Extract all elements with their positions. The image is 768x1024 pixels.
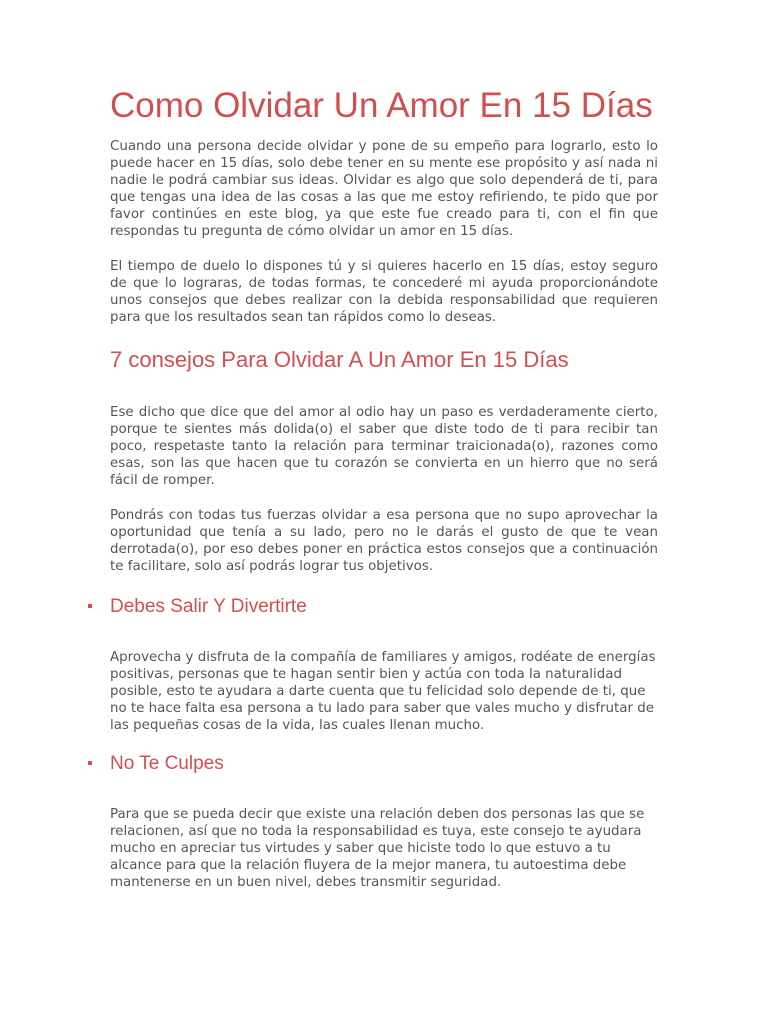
document-page bbox=[110, 86, 658, 891]
tip-heading-1-text: Debes Salir Y Divertirte bbox=[110, 596, 307, 617]
tip-heading-2-text: No Te Culpes bbox=[110, 753, 224, 774]
section-paragraph-1: Ese dicho que dice que del amor al odio hay un paso es verdaderamente cierto, porque te sientes más dolida(o) el saber que diste todo de ti para recibir tan poco, respetaste tanto la relación para terminar traicionada(o), razones como esas, son las que hacen que tu corazón se convierta en un hierro que no será fácil de romper. bbox=[110, 405, 658, 488]
section-paragraph-2: Pondrás con todas tus fuerzas olvidar a esa persona que no supo aprovechar la oportunidad que tenía a su lado, pero no le darás el gusto de que te vean derrotada(o), por eso debes poner en práctica estos consejos que a continuación te facilitare, solo así podrás lograr tus objetivos. bbox=[110, 508, 658, 574]
tip-paragraph-2: Para que se pueda decir que existe una relación deben dos personas las que se relacionen, así que no toda la responsabilidad es tuya, este consejo te ayudara mucho en apreciar tus virtudes y saber que hiciste todo lo que estuvo a tu alcance para que la relación fluyera de la mejor manera, tu autoestima debe mantenerse en un buen nivel, debes transmitir seguridad. bbox=[110, 807, 645, 890]
tip-paragraph-1: Aprovecha y disfruta de la compañía de familiares y amigos, rodéate de energías positivas, personas que te hagan sentir bien y actúa con toda la naturalidad posible, esto te ayudara a darte cuenta que tu felicidad solo depende de ti, que no te hace falta esa persona a tu lado para saber que vales mucho y disfrutar de las pequeñas cosas de la vida, las cuales llenan mucho. bbox=[110, 650, 656, 733]
page-title: Como Olvidar Un Amor En 15 Días bbox=[110, 86, 653, 125]
tip-heading-1 bbox=[110, 595, 658, 619]
section-heading: 7 consejos Para Olvidar A Un Amor En 15 Días bbox=[110, 347, 569, 372]
tip-heading-2 bbox=[110, 752, 658, 776]
intro-paragraph-2: El tiempo de duelo lo dispones tú y si quieres hacerlo en 15 días, estoy seguro de que lo lograras, de todas formas, te concederé mi ayuda proporcionándote unos consejos que debes realizar con la debida responsabilidad que requieren para que los resultados sean tan rápidos como lo deseas. bbox=[110, 259, 658, 325]
bullet-square-icon bbox=[88, 604, 92, 608]
intro-paragraph-1: Cuando una persona decide olvidar y pone de su empeño para lograrlo, esto lo puede hacer en 15 días, solo debe tener en su mente ese propósito y así nada ni nadie le podrá cambiar sus ideas. Olvidar es algo que solo dependerá de ti, para que tengas una idea de las cosas a las que me estoy refiriendo, te pido que por favor continúes en este blog, ya que este fue creado para ti, con el fin que respondas tu pregunta de cómo olvidar un amor en 15 días. bbox=[110, 139, 658, 239]
bullet-square-icon bbox=[88, 761, 92, 765]
